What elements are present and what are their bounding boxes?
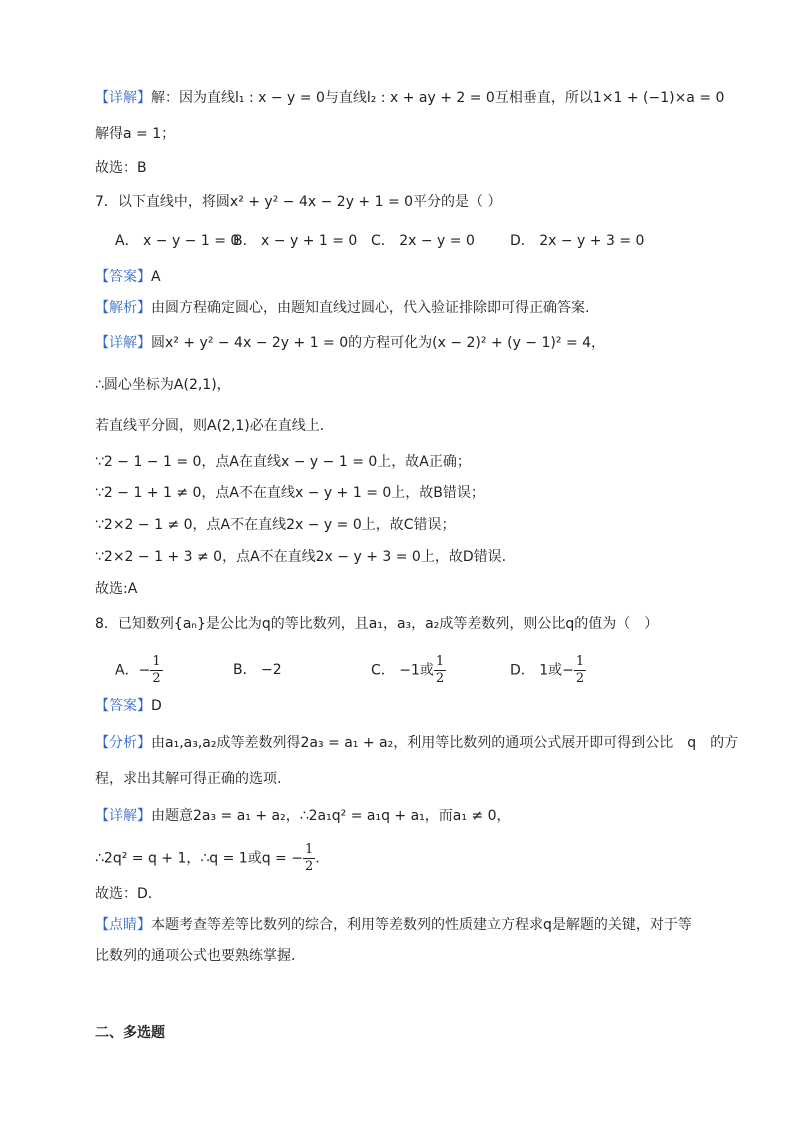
q8-option-a-label: A．	[115, 662, 139, 679]
q8-choice: 故选：D．	[95, 886, 162, 902]
q7-pass: 若直线平分圆，则A(2,1)必在直线上.	[95, 418, 325, 434]
detail-tag: 【详解】	[95, 90, 151, 106]
q7-detail	[95, 333, 605, 353]
q7-option-b: B． x − y + 1 = 0	[233, 233, 358, 249]
answer-tag: 【答案】	[95, 269, 151, 285]
q6-choice: 故选：B	[95, 160, 147, 176]
q7-analysis-text: 由圆方程确定圆心，由题知直线过圆心，代入验证排除即可得正确答案.	[151, 300, 590, 316]
q8-detail-text: 由题意2a₃ = a₁ + a₂，∴2a₁q² = a₁q + a₁，而a₁ ≠ 0，	[151, 808, 511, 824]
q8-detail-line1	[95, 806, 511, 826]
q7-check-a: ∵2 − 1 − 1 = 0，点A在直线x − y − 1 = 0上，故A正确；	[95, 454, 471, 470]
q8-analysis-line2: 程，求出其解可得正确的选项.	[95, 771, 282, 787]
fraction-half: $\frac{1}{2}$	[304, 842, 314, 874]
q8-stem: 8．已知数列{aₙ}是公比为q的等比数列，且a₁，a₃，a₂成等差数列，则公比q的值为（ ）	[95, 616, 659, 632]
q7-answer-value: A	[151, 269, 161, 285]
q6-detail-text: 解：因为直线l₁ : x − y = 0与直线l₂ : x + ay + 2 = 0互相垂直，所以1×1 + (−1)×a = 0	[151, 90, 725, 106]
q8-option-c	[371, 654, 446, 687]
q8-detail-line2	[95, 842, 320, 875]
q7-choice: 故选:A	[95, 581, 138, 597]
q7-option-a: A． x − y − 1 = 0	[115, 233, 240, 249]
q7-check-b: ∵2 − 1 + 1 ≠ 0，点A不在直线x − y + 1 = 0上，故B错误；	[95, 485, 485, 501]
q7-answer	[95, 267, 161, 287]
q8-option-a-sign: −	[138, 662, 151, 679]
q8-option-c-label: C． −1或	[371, 662, 434, 679]
q8-analysis-text: 由a₁,a₃,a₂成等差数列得2a₃ = a₁ + a₂，利用等比数列的通项公式展开即可得到公比 q 的方	[151, 735, 739, 751]
q7-option-c: C． 2x − y = 0	[371, 233, 475, 249]
q8-detail-text-2: ∴2q² = q + 1，∴q = 1或q = −	[95, 850, 303, 867]
q7-detail-text: 圆x² + y² − 4x − 2y + 1 = 0的方程可化为(x − 2)² + (y − 1)² = 4，	[151, 335, 606, 351]
answer-tag: 【答案】	[95, 698, 151, 714]
q6-detail	[95, 88, 724, 108]
fraction-half: $\frac{1}{2}$	[575, 654, 585, 686]
q8-option-d-label: D． 1或−	[510, 662, 574, 679]
q6-solve: 解得a = 1；	[95, 126, 176, 142]
q8-comment-text: 本题考查等差等比数列的综合，利用等差数列的性质建立方程求q是解题的关键，对于等	[151, 917, 692, 933]
q7-option-d: D． 2x − y + 3 = 0	[510, 233, 645, 249]
q8-detail-period: .	[315, 850, 320, 867]
q7-check-c: ∵2×2 − 1 ≠ 0，点A不在直线2x − y = 0上，故C错误；	[95, 517, 456, 533]
q8-option-a	[115, 654, 163, 687]
fraction-half: $\frac{1}{2}$	[435, 654, 445, 686]
q8-answer-value: D	[151, 698, 162, 714]
q8-analysis-line1	[95, 733, 738, 753]
detail-tag: 【详解】	[95, 808, 151, 824]
q7-center: ∴圆心坐标为A(2,1)，	[95, 377, 231, 393]
q8-comment-line2: 比数列的通项公式也要熟练掌握．	[95, 948, 305, 964]
q7-analysis	[95, 298, 589, 318]
q8-answer	[95, 696, 162, 716]
analysis-tag: 【分析】	[95, 735, 151, 751]
comment-tag: 【点睛】	[95, 917, 151, 933]
q8-option-d	[510, 654, 586, 687]
detail-tag: 【详解】	[95, 335, 151, 351]
q8-option-b: B． −2	[233, 662, 282, 678]
q7-check-d: ∵2×2 − 1 + 3 ≠ 0，点A不在直线2x − y + 3 = 0上，故D错误.	[95, 549, 507, 565]
fraction-half: $\frac{1}{2}$	[152, 654, 161, 686]
q8-comment-line1	[95, 915, 692, 935]
section-heading: 二、多选题	[95, 1025, 165, 1041]
q7-stem: 7．以下直线中，将圆x² + y² − 4x − 2y + 1 = 0平分的是（ ）	[95, 194, 502, 210]
analysis-tag: 【解析】	[95, 300, 151, 316]
